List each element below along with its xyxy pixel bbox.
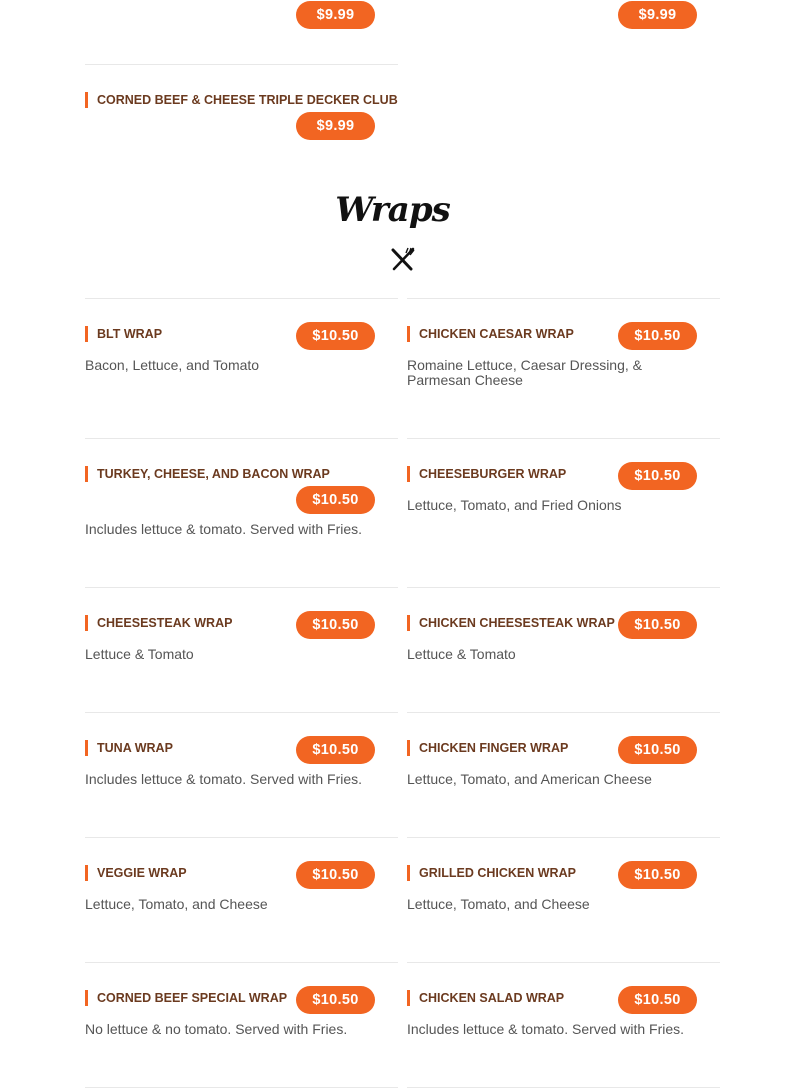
item-name: CHICKEN CAESAR WRAP — [407, 326, 574, 342]
item-description: Lettuce & Tomato — [85, 646, 194, 662]
price-badge: $10.50 — [618, 736, 697, 764]
price-badge: $10.50 — [296, 986, 375, 1014]
item-description: Romaine Lettuce, Caesar Dressing, & Parmesan Cheese — [407, 357, 642, 388]
item-description: No lettuce & no tomato. Served with Fries. — [85, 1021, 348, 1037]
item-name: GRILLED CHICKEN WRAP — [407, 865, 576, 881]
divider — [407, 298, 720, 299]
item-name: TUNA WRAP — [85, 740, 173, 756]
item-name: VEGGIE WRAP — [85, 865, 187, 881]
item-description: Lettuce, Tomato, and Cheese — [407, 896, 590, 912]
prev-section-left-column — [85, 0, 398, 160]
item-name: CHICKEN FINGER WRAP — [407, 740, 568, 756]
price-badge: $10.50 — [296, 861, 375, 889]
item-description: Lettuce, Tomato, and Cheese — [85, 896, 268, 912]
price-badge: $10.50 — [296, 611, 375, 639]
item-name: TURKEY, CHEESE, AND BACON WRAP — [85, 466, 330, 482]
price-badge: $10.50 — [618, 986, 697, 1014]
item-description: Bacon, Lettuce, and Tomato — [85, 357, 260, 373]
divider — [407, 438, 720, 439]
divider — [407, 962, 720, 963]
item-description: Lettuce & Tomato — [407, 646, 516, 662]
prev-section-right-column — [407, 0, 720, 60]
wraps-right-column — [407, 298, 720, 1088]
item-name: BLT WRAP — [85, 326, 162, 342]
price-badge: $10.50 — [296, 322, 375, 350]
price-badge: $10.50 — [296, 736, 375, 764]
price-badge: $10.50 — [296, 486, 375, 514]
divider — [407, 587, 720, 588]
item-name: CHICKEN CHEESESTEAK WRAP — [407, 615, 615, 631]
item-name: CORNED BEEF SPECIAL WRAP — [85, 990, 287, 1006]
divider — [85, 962, 398, 963]
price-badge: $10.50 — [618, 462, 697, 490]
divider — [85, 837, 398, 838]
item-description: Includes lettuce & tomato. Served with Fries. — [85, 771, 363, 787]
item-name: CHEESEBURGER WRAP — [407, 466, 566, 482]
item-description: Includes lettuce & tomato. Served with Fries. — [407, 1021, 685, 1037]
price-badge: $9.99 — [296, 112, 375, 140]
item-name: CORNED BEEF & CHEESE TRIPLE DECKER CLUB — [85, 92, 398, 108]
divider — [85, 587, 398, 588]
item-description: Lettuce, Tomato, and Fried Onions — [407, 497, 622, 513]
price-badge: $10.50 — [618, 611, 697, 639]
item-name: CHEESESTEAK WRAP — [85, 615, 232, 631]
item-name: CHICKEN SALAD WRAP — [407, 990, 564, 1006]
divider — [407, 712, 720, 713]
utensils-icon — [389, 246, 417, 272]
divider — [85, 64, 398, 65]
price-badge: $9.99 — [296, 1, 375, 29]
price-badge: $9.99 — [618, 1, 697, 29]
item-description: Lettuce, Tomato, and American Cheese — [407, 771, 652, 787]
wraps-left-column — [85, 298, 398, 1088]
divider — [85, 712, 398, 713]
item-description: Includes lettuce & tomato. Served with Fries. — [85, 521, 363, 537]
divider — [85, 438, 398, 439]
price-badge: $10.50 — [618, 861, 697, 889]
price-badge: $10.50 — [618, 322, 697, 350]
divider — [85, 298, 398, 299]
section-title: Wraps — [335, 190, 450, 230]
divider — [407, 1087, 720, 1088]
divider — [407, 837, 720, 838]
divider — [85, 1087, 398, 1088]
